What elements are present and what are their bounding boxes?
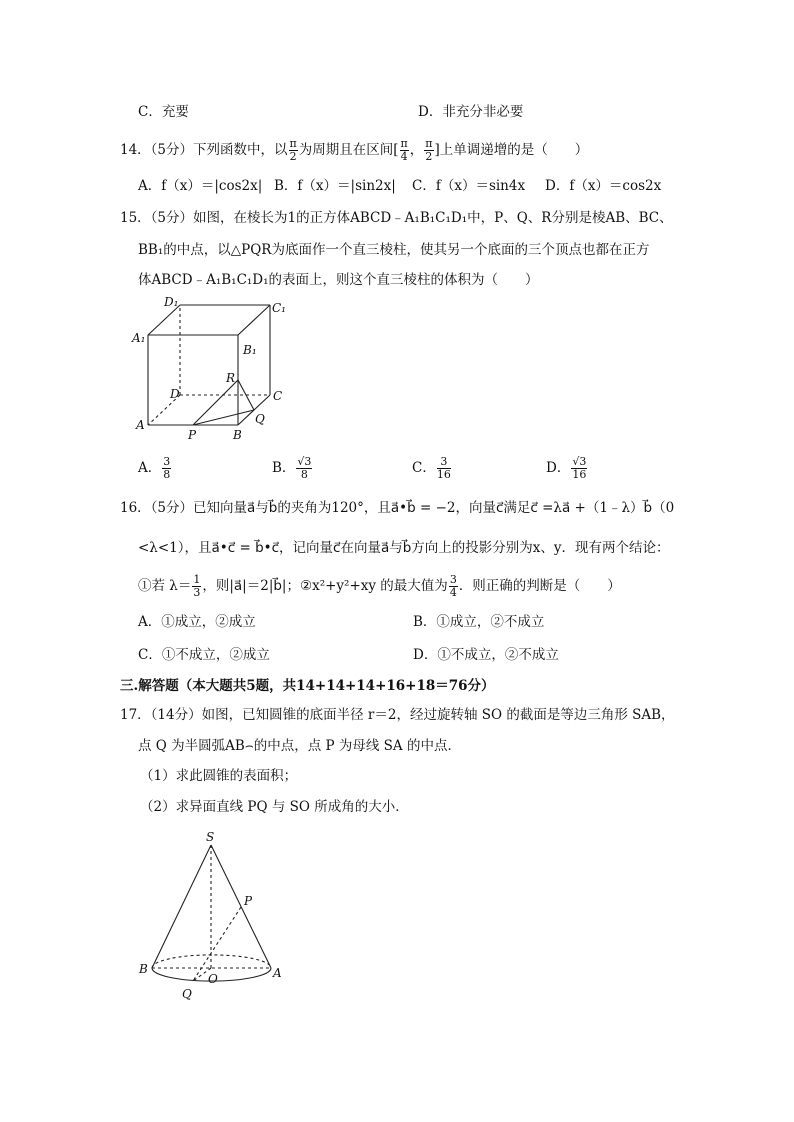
label-R: R bbox=[226, 371, 236, 385]
q14-stem: 14．（5分）下列函数中，以 $\frac{\pi}{2}$ 为周期且在区间[ $\frac{\pi}{4}$ ， $\frac{\pi}{2}$ ]上单调递增的是（ ） bbox=[120, 137, 589, 163]
label-C: C bbox=[273, 389, 283, 403]
cone-figure bbox=[130, 825, 300, 1010]
label-B: B bbox=[139, 962, 148, 976]
label-A1: A₁ bbox=[132, 331, 146, 345]
frac-three-quarters: $\frac{3}{4}$ bbox=[449, 573, 457, 599]
q14-option-b: B．f（x）＝|sin2x| bbox=[274, 178, 396, 194]
label-A: A bbox=[136, 418, 145, 432]
q15-option-c: C． $\frac{3}{16}$ bbox=[412, 455, 451, 481]
q16-option-b: B．①成立，②不成立 bbox=[413, 614, 545, 630]
segment-PQ bbox=[193, 410, 254, 425]
label-B1: B₁ bbox=[243, 343, 257, 357]
q15-line1: 15．（5分）如图，在棱长为1的正方体ABCD﹣A₁B₁C₁D₁中，P、Q、R分别是棱AB、BC、 bbox=[120, 210, 673, 226]
q16-line2: <λ<1），且a⃗•c⃗ = b⃗•c⃗，记向量c⃗在向量a⃗与b⃗方向上的投影分别为x、y．现有两个结论： bbox=[138, 540, 670, 556]
q17-line2: 点 Q 为半圆弧AB⌢的中点，点 P 为母线 SA 的中点． bbox=[138, 738, 461, 754]
q15-option-a: A． $\frac{3}{8}$ bbox=[138, 455, 171, 481]
label-D: D bbox=[170, 387, 180, 401]
segment-PQ bbox=[193, 907, 241, 981]
q16-option-c: C．①不成立，②成立 bbox=[138, 647, 270, 663]
label-S: S bbox=[206, 830, 215, 844]
q14-option-d: D．f（x）＝cos2x bbox=[545, 178, 662, 194]
edge-SA bbox=[211, 845, 271, 968]
label-C1: C₁ bbox=[272, 301, 286, 315]
frac-pi-over-4: $\frac{\pi}{4}$ bbox=[400, 137, 408, 163]
section-heading: 三.解答题（本大题共5题，共14+14+14+16+18＝76分） bbox=[120, 678, 495, 694]
frac-one-third: $\frac{1}{3}$ bbox=[193, 573, 201, 599]
q14-option-c: C．f（x）＝sin4x bbox=[412, 178, 526, 194]
frac-pi-over-2b: $\frac{\pi}{2}$ bbox=[425, 137, 433, 163]
label-A: A bbox=[273, 966, 282, 980]
q15-option-b: B． $\frac{√3}{8}$ bbox=[272, 455, 312, 481]
q13-option-d: D．非充分非必要 bbox=[418, 104, 524, 120]
q17-line1: 17．（14分）如图，已知圆锥的底面半径 r＝2，经过旋转轴 SO 的截面是等边三角形 SAB， bbox=[120, 707, 675, 723]
segment-PR bbox=[193, 380, 238, 425]
label-D1: D₁ bbox=[164, 295, 179, 309]
edge-B1C1 bbox=[238, 305, 270, 335]
q16-option-d: D．①不成立，②不成立 bbox=[413, 647, 559, 663]
label-Q: Q bbox=[255, 412, 265, 426]
q14-option-a: A．f（x）＝|cos2x| bbox=[138, 178, 263, 194]
q13-option-c: C．充要 bbox=[138, 104, 189, 120]
q15-line2: BB₁的中点，以△PQR为底面作一个直三棱柱，使其另一个底面的三个顶点也都在正方 bbox=[138, 242, 650, 258]
q17-sub1: （1）求此圆锥的表面积； bbox=[140, 768, 298, 784]
label-P: P bbox=[188, 428, 197, 442]
edge-A1D1 bbox=[148, 305, 180, 335]
q16-option-a: A．①成立，②成立 bbox=[138, 614, 256, 630]
q16-line3: ①若 λ＝ $\frac{1}{3}$ ，则|a⃗|＝2|b⃗|；②x²+y²+xy 的最大值为 $\frac{3}{4}$ ．则正确的判断是（ ） bbox=[138, 573, 621, 599]
q15-line3: 体ABCD﹣A₁B₁C₁D₁的表面上，则这个直三棱柱的体积为（ ） bbox=[138, 272, 539, 288]
q15-option-d: D． $\frac{√3}{16}$ bbox=[546, 455, 587, 481]
cube-figure bbox=[130, 290, 300, 450]
frac-pi-over-2: $\frac{\pi}{2}$ bbox=[289, 137, 297, 163]
label-P: P bbox=[244, 894, 253, 908]
q16-line1: 16．（5分）已知向量a⃗与b⃗的夹角为120°，且a⃗•b⃗ = −2，向量c⃗满足c⃗ =λa⃗ +（1﹣λ）b⃗（0 bbox=[120, 500, 675, 516]
label-Q: Q bbox=[182, 987, 192, 1001]
q17-sub2: （2）求异面直线 PQ 与 SO 所成角的大小． bbox=[140, 799, 409, 815]
label-O: O bbox=[208, 972, 218, 986]
edge-SB bbox=[152, 845, 211, 968]
label-B: B bbox=[233, 428, 242, 442]
